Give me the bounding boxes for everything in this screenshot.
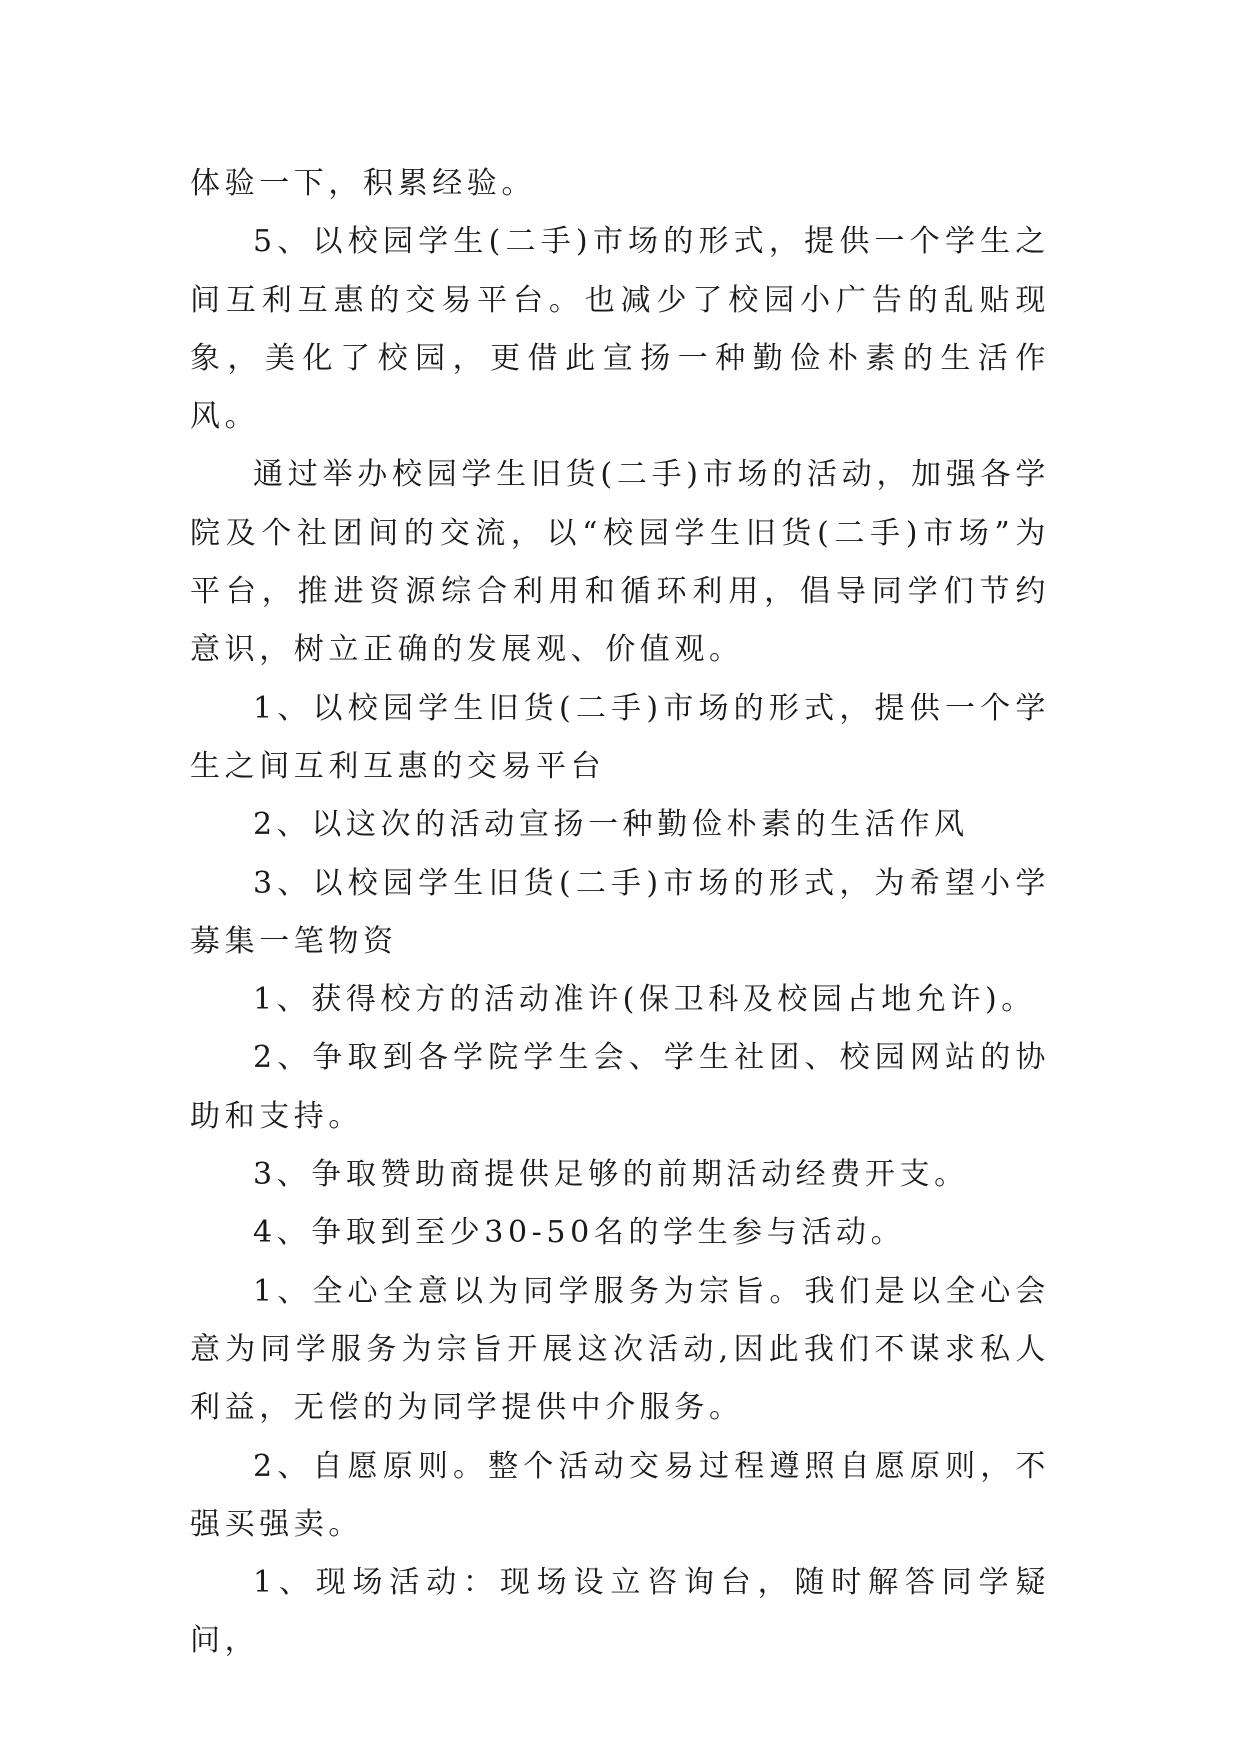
paragraph: 4、争取到至少30-50名的学生参与活动。 xyxy=(253,1215,906,1251)
paragraph: 1、以校园学生旧货(二手)市场的形式，提供一个学生之间互利互惠的交易平台 xyxy=(190,690,1050,784)
paragraph: 1、全心全意以为同学服务为宗旨。我们是以全心会意为同学服务为宗旨开展这次活动,因此我们不谋求私人利益，无偿的为同学提供中介服务。 xyxy=(190,1273,1050,1426)
document-body xyxy=(190,155,1050,1671)
paragraph: 2、争取到各学院学生会、学生社团、校园网站的协助和支持。 xyxy=(190,1040,1050,1134)
paragraph: 体验一下，积累经验。 xyxy=(190,166,536,201)
paragraph: 2、以这次的活动宣扬一种勤俭朴素的生活作风 xyxy=(253,807,969,843)
paragraph: 3、争取赞助商提供足够的前期活动经费开支。 xyxy=(253,1157,969,1193)
paragraph: 1、现场活动：现场设立咨询台，随时解答同学疑问， xyxy=(190,1565,1050,1659)
paragraph: 5、以校园学生(二手)市场的形式，提供一个学生之间互利互惠的交易平台。也减少了校园小广告的乱贴现象，美化了校园，更借此宣扬一种勤俭朴素的生活作风。 xyxy=(190,224,1050,435)
paragraph: 2、自愿原则。整个活动交易过程遵照自愿原则，不强买强卖。 xyxy=(190,1448,1050,1542)
paragraph: 1、获得校方的活动准许(保卫科及校园占地允许)。 xyxy=(253,982,1036,1018)
paragraph: 通过举办校园学生旧货(二手)市场的活动，加强各学院及个社团间的交流，以“校园学生旧货(二手)市场”为平台，推进资源综合利用和循环利用，倡导同学们节约意识，树立正确的发展观、价值观。 xyxy=(190,457,1050,668)
paragraph: 3、以校园学生旧货(二手)市场的形式，为希望小学募集一笔物资 xyxy=(190,865,1050,959)
